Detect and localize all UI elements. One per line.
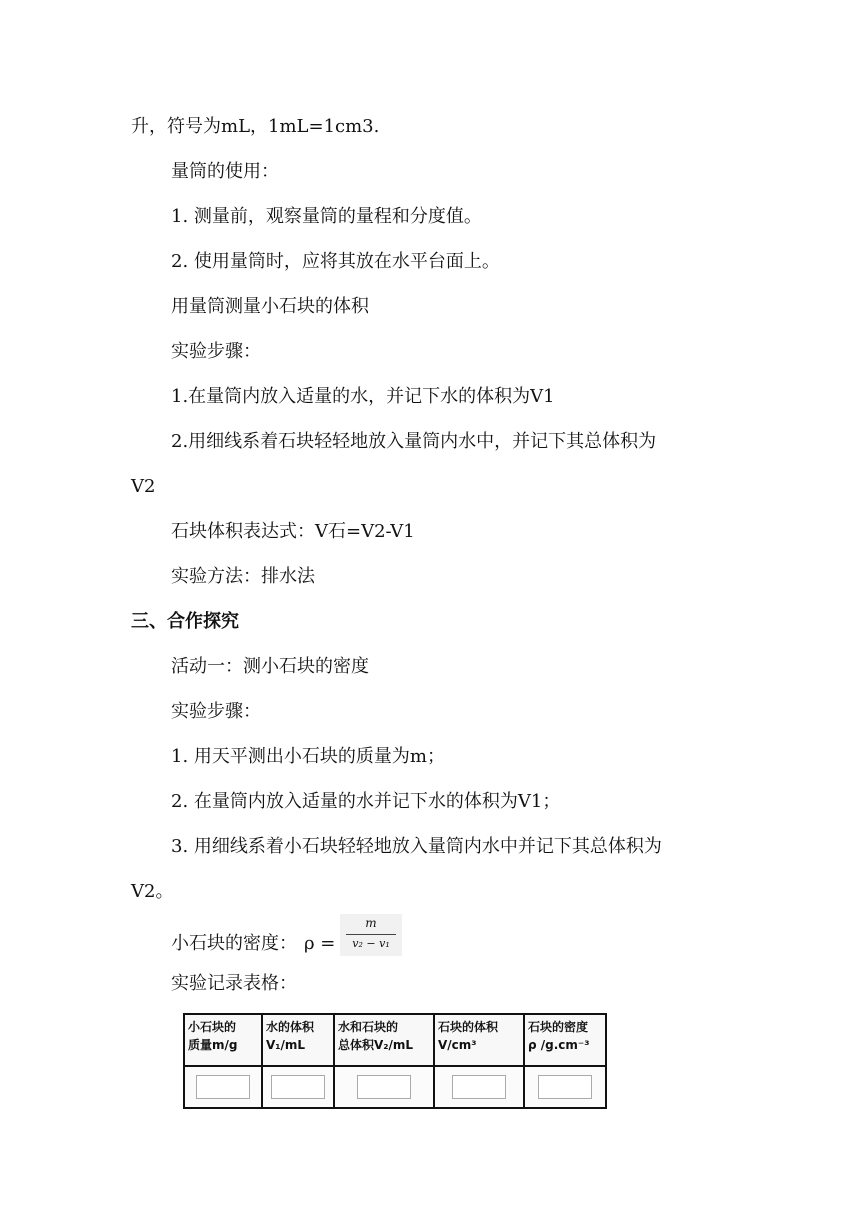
- activity-line-5: 3. 用细线系着小石块轻轻地放入量筒内水中并记下其总体积为: [171, 836, 662, 857]
- activity-line-3: 1. 用天平测出小石块的质量为m；: [171, 746, 445, 767]
- table-caption: 实验记录表格：: [171, 973, 297, 994]
- header-total-volume-line1: 水和石块的: [338, 1020, 399, 1034]
- mass-input[interactable]: [196, 1075, 250, 1099]
- table-row: [184, 1066, 606, 1108]
- formula-rho: ρ =: [304, 933, 336, 954]
- cell-stone-volume: [434, 1066, 524, 1108]
- record-table: [183, 1013, 607, 1109]
- header-mass: [184, 1014, 262, 1066]
- header-total-volume-line2: 总体积V₂/mL: [338, 1038, 414, 1052]
- cell-total-volume: [334, 1066, 434, 1108]
- header-stone-volume: [434, 1014, 524, 1066]
- line-6: 实验步骤：: [171, 341, 261, 362]
- line-10: 石块体积表达式：V石=V2-V1: [171, 521, 415, 542]
- header-mass-line2: 质量m/g: [188, 1038, 238, 1052]
- total-volume-input[interactable]: [357, 1075, 411, 1099]
- density-input[interactable]: [538, 1075, 592, 1099]
- header-mass-line1: 小石块的: [188, 1020, 237, 1034]
- line-11: 实验方法：排水法: [171, 566, 315, 587]
- line-4: 2. 使用量筒时，应将其放在水平台面上。: [171, 251, 500, 272]
- header-total-volume: [334, 1014, 434, 1066]
- header-density-line2: ρ /g.cm⁻³: [528, 1038, 590, 1052]
- formula-denominator: v₂ − v₁: [352, 937, 390, 950]
- line-7: 1.在量筒内放入适量的水，并记下水的体积为V1: [171, 386, 555, 407]
- formula-fraction-bar: [346, 934, 396, 935]
- activity-line-2: 实验步骤：: [171, 701, 261, 722]
- stone-volume-input[interactable]: [452, 1075, 506, 1099]
- header-stone-volume-line1: 石块的体积: [438, 1020, 499, 1034]
- cell-mass: [184, 1066, 262, 1108]
- table-header-row: [184, 1014, 606, 1066]
- water-volume-input[interactable]: [271, 1075, 325, 1099]
- formula-numerator: m: [365, 916, 377, 930]
- activity-line-4: 2. 在量筒内放入适量的水并记下水的体积为V1；: [171, 791, 561, 812]
- activity-line-6: V2。: [131, 881, 174, 902]
- line-5: 用量筒测量小石块的体积: [171, 296, 369, 317]
- line-1: 升，符号为mL，1mL=1cm3.: [131, 116, 380, 137]
- header-water-volume-line2: V₁/mL: [266, 1038, 306, 1052]
- header-density: [524, 1014, 606, 1066]
- cell-water-volume: [262, 1066, 334, 1108]
- section-heading: 三、合作探究: [131, 611, 239, 632]
- header-density-line1: 石块的密度: [528, 1020, 589, 1034]
- line-3: 1. 测量前，观察量筒的量程和分度值。: [171, 206, 482, 227]
- line-8: 2.用细线系着石块轻轻地放入量筒内水中，并记下其总体积为: [171, 431, 657, 452]
- header-water-volume: [262, 1014, 334, 1066]
- cell-density: [524, 1066, 606, 1108]
- header-stone-volume-line2: V/cm³: [438, 1038, 477, 1052]
- density-formula: [340, 914, 402, 956]
- line-2: 量筒的使用：: [171, 161, 279, 182]
- activity-line-1: 活动一：测小石块的密度: [171, 656, 369, 677]
- density-label: 小石块的密度：: [171, 933, 297, 954]
- line-9: V2: [131, 476, 156, 497]
- header-water-volume-line1: 水的体积: [266, 1020, 315, 1034]
